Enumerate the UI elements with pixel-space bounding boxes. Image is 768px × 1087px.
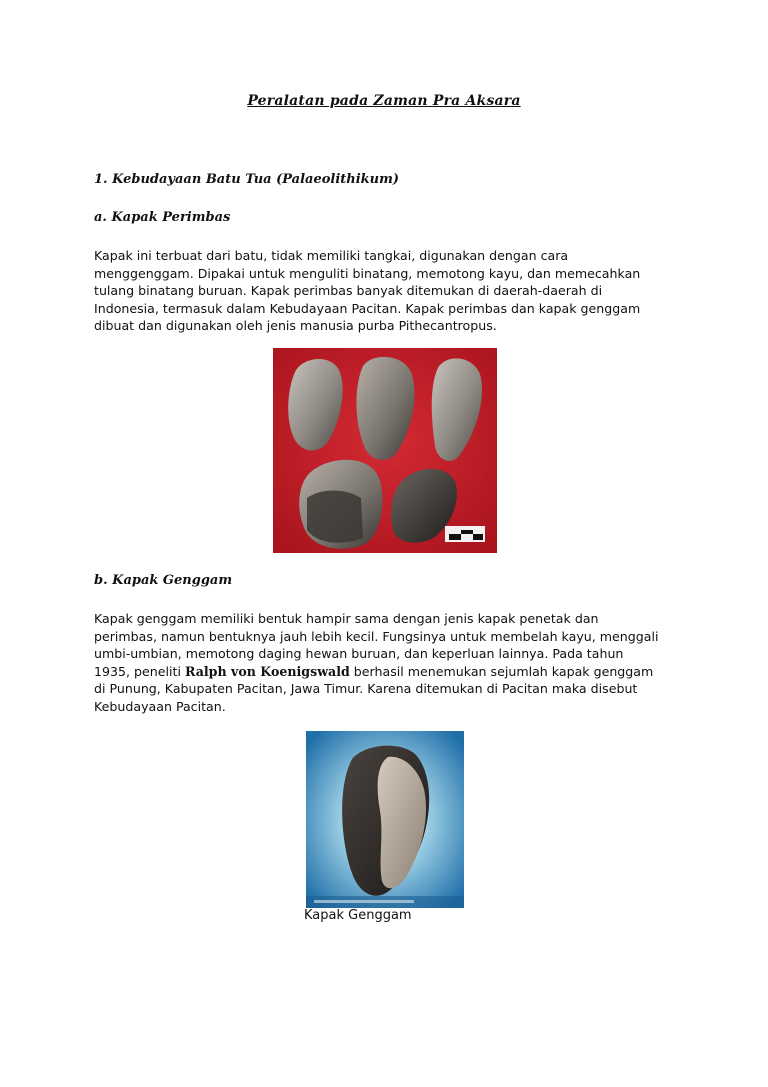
- text-line: umbi-umbian, memotong daging hewan buruan, dan keperluan lainnya. Pada tahun: [94, 646, 624, 661]
- photo-caption: Kapak Genggam: [304, 908, 412, 923]
- text-segment: 1935, peneliti: [94, 663, 185, 679]
- section-heading-palaeolithikum: 1. Kebudayaan Batu Tua (Palaeolithikum): [94, 172, 400, 187]
- text-line: menggenggam. Dipakai untuk menguliti binatang, memotong kayu, dan memecahkan: [94, 265, 641, 281]
- page-title: Peralatan pada Zaman Pra Aksara: [247, 93, 521, 109]
- text-line: perimbas, namun bentuknya jauh lebih kecil. Fungsinya untuk membelah kayu, menggali: [94, 628, 659, 644]
- researcher-name: Ralph von Koenigswald: [184, 663, 350, 679]
- text-line: dibuat dan digunakan oleh jenis manusia purba Pithecantropus.: [94, 318, 497, 333]
- text-line: Kebudayaan Pacitan.: [94, 698, 226, 714]
- text-line-with-name: [94, 663, 684, 681]
- subheading-kapak-genggam: b. Kapak Genggam: [94, 573, 233, 588]
- text-line: Kapak genggam memiliki bentuk hampir sama dengan jenis kapak penetak dan: [94, 611, 599, 626]
- text-segment: berhasil menemukan sejumlah kapak genggam: [349, 663, 654, 679]
- text-line: di Punung, Kabupaten Pacitan, Jawa Timur. Karena ditemukan di Pacitan maka disebut: [94, 681, 638, 696]
- kapak-perimbas-photo: [273, 348, 497, 553]
- subheading-kapak-perimbas: a. Kapak Perimbas: [94, 210, 231, 225]
- paragraph-kapak-perimbas: [94, 247, 684, 335]
- text-line: tulang binatang buruan. Kapak perimbas banyak ditemukan di daerah-daerah di: [94, 283, 603, 298]
- text-line: Indonesia, termasuk dalam Kebudayaan Pacitan. Kapak perimbas dan kapak genggam: [94, 300, 641, 316]
- paragraph-kapak-genggam: [94, 610, 684, 715]
- text-line: Kapak ini terbuat dari batu, tidak memiliki tangkai, digunakan dengan cara: [94, 248, 569, 263]
- kapak-genggam-photo: [306, 731, 464, 908]
